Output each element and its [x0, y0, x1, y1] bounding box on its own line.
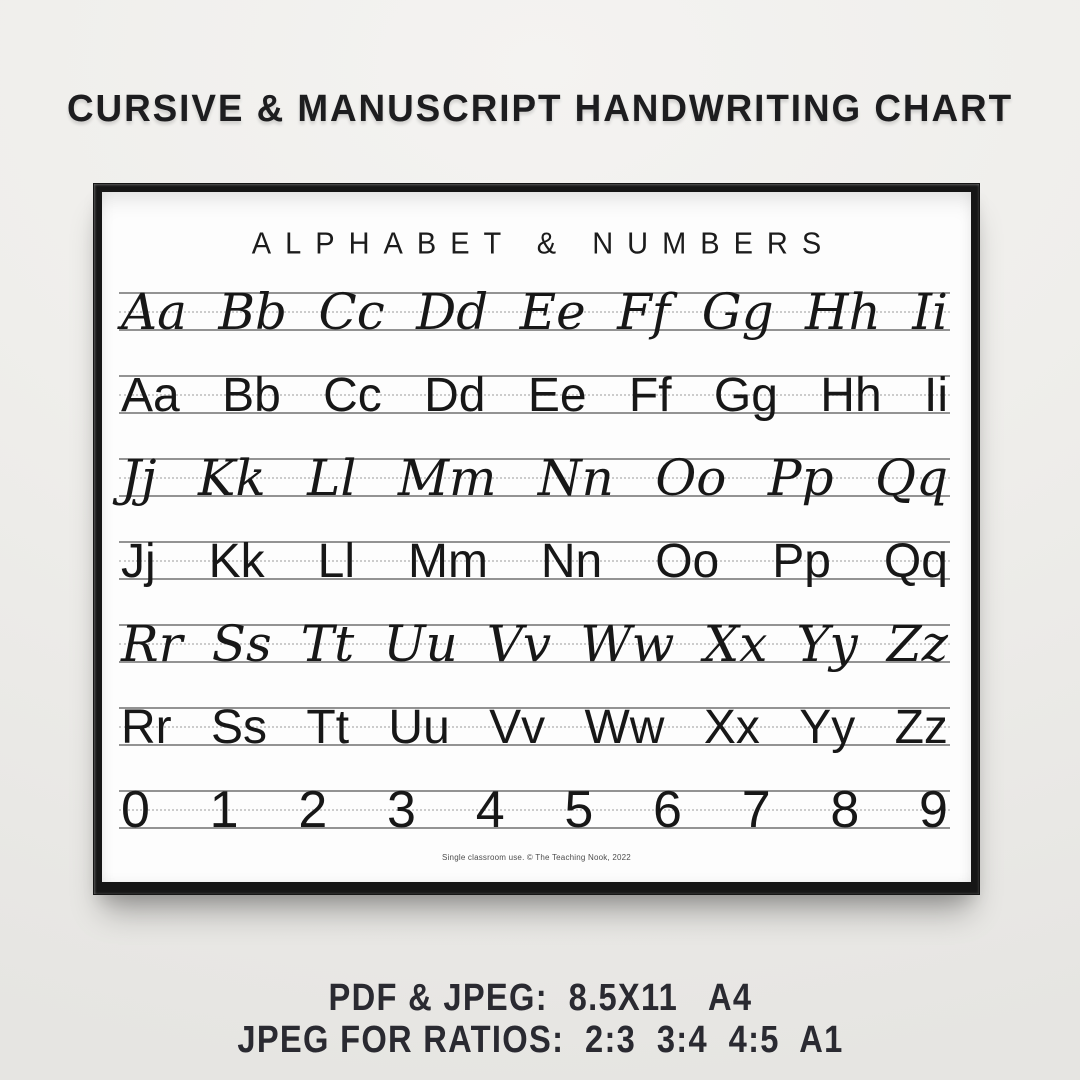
- letter-pair: Ll: [317, 535, 355, 588]
- letter-pairs: [121, 781, 948, 839]
- letter-pair: Gg: [713, 369, 778, 422]
- letter-pair: Zz: [894, 701, 948, 754]
- letter-pair: 2: [298, 781, 328, 839]
- letter-pair: 7: [741, 781, 771, 839]
- letter-pair: Pp: [772, 535, 831, 588]
- letter-pair: Ww: [580, 615, 675, 673]
- row-manuscript-a-i: [119, 369, 950, 458]
- letter-pair: Oo: [655, 449, 727, 507]
- row-manuscript-r-z: [119, 701, 950, 790]
- letter-pair: Ee: [527, 369, 587, 422]
- letter-pair: Vv: [489, 701, 546, 754]
- letter-pair: 9: [919, 781, 948, 839]
- letter-pair: Zz: [886, 615, 948, 673]
- letter-pair: Nn: [540, 535, 603, 588]
- letter-pair: 6: [653, 781, 682, 839]
- letter-pair: Xx: [703, 615, 768, 673]
- letter-pair: Kk: [198, 449, 266, 507]
- letter-pair: Cc: [318, 283, 385, 341]
- letter-pair: Nn: [537, 449, 614, 507]
- letter-pair: Bb: [218, 283, 288, 341]
- letter-pair: Ff: [628, 369, 672, 422]
- letter-pairs: [121, 535, 948, 588]
- poster-copyright: Single classroom use. © The Teaching Nook, 2022: [442, 853, 631, 862]
- letter-pair: Pp: [767, 449, 834, 507]
- poster: [102, 192, 971, 882]
- letter-pair: Ll: [307, 449, 357, 507]
- letter-pair: Dd: [424, 369, 486, 422]
- letter-pair: Gg: [701, 283, 774, 341]
- letter-pair: Qq: [883, 535, 948, 588]
- product-caption: [0, 978, 1080, 1062]
- row-cursive-j-q: [119, 449, 950, 541]
- letter-pairs: [121, 449, 948, 507]
- caption-line-2: JPEG FOR RATIOS: 2:3 3:4 4:5 A1: [236, 1018, 844, 1061]
- letter-pair: Ww: [584, 701, 665, 754]
- row-manuscript-j-q: [119, 535, 950, 624]
- letter-pair: Uu: [383, 615, 458, 673]
- rows-container: [119, 283, 950, 873]
- letter-pairs: [121, 615, 948, 673]
- letter-pair: Hh: [820, 369, 882, 422]
- letter-pair: Qq: [875, 449, 948, 507]
- letter-pair: Tt: [300, 615, 355, 673]
- letter-pair: Yy: [799, 701, 856, 754]
- letter-pair: 5: [564, 781, 594, 839]
- letter-pair: Cc: [323, 369, 382, 422]
- row-cursive-a-i: [119, 283, 950, 375]
- letter-pair: Xx: [703, 701, 760, 754]
- letter-pair: Uu: [388, 701, 450, 754]
- letter-pairs: [121, 369, 948, 422]
- letter-pairs: [121, 701, 948, 754]
- letter-pair: 4: [475, 781, 505, 839]
- letter-pair: Hh: [805, 283, 881, 341]
- letter-pair: Aa: [121, 283, 187, 341]
- letter-pair: Ff: [617, 283, 671, 341]
- letter-pair: Jj: [121, 449, 157, 507]
- letter-pair: Mm: [407, 535, 488, 588]
- letter-pair: 3: [387, 781, 416, 839]
- letter-pair: Yy: [796, 615, 858, 673]
- letter-pair: 8: [830, 781, 860, 839]
- row-cursive-r-z: [119, 615, 950, 707]
- letter-pair: Kk: [208, 535, 265, 588]
- letter-pair: Vv: [486, 615, 552, 673]
- letter-pair: Ss: [211, 701, 268, 754]
- letter-pair: Rr: [121, 615, 183, 673]
- poster-heading: ALPHABET & NUMBERS: [251, 227, 836, 261]
- poster-frame: [93, 183, 980, 895]
- letter-pair: Ss: [211, 615, 272, 673]
- letter-pair: Dd: [416, 283, 489, 341]
- letter-pair: 0: [121, 781, 150, 839]
- page-title: CURSIVE & MANUSCRIPT HANDWRITING CHART: [66, 88, 1014, 131]
- letter-pair: Jj: [121, 535, 156, 588]
- letter-pair: Bb: [222, 369, 281, 422]
- letter-pair: Mm: [397, 449, 497, 507]
- letter-pair: Ii: [923, 369, 948, 422]
- letter-pairs: [121, 283, 948, 341]
- letter-pair: Aa: [121, 369, 180, 422]
- letter-pair: Tt: [306, 701, 350, 754]
- letter-pair: Ii: [912, 283, 948, 341]
- letter-pair: Ee: [519, 283, 586, 341]
- letter-pair: Rr: [121, 701, 172, 754]
- caption-line-1: PDF & JPEG: 8.5X11 A4: [328, 977, 752, 1019]
- letter-pair: 1: [209, 781, 239, 839]
- letter-pair: Oo: [655, 535, 720, 588]
